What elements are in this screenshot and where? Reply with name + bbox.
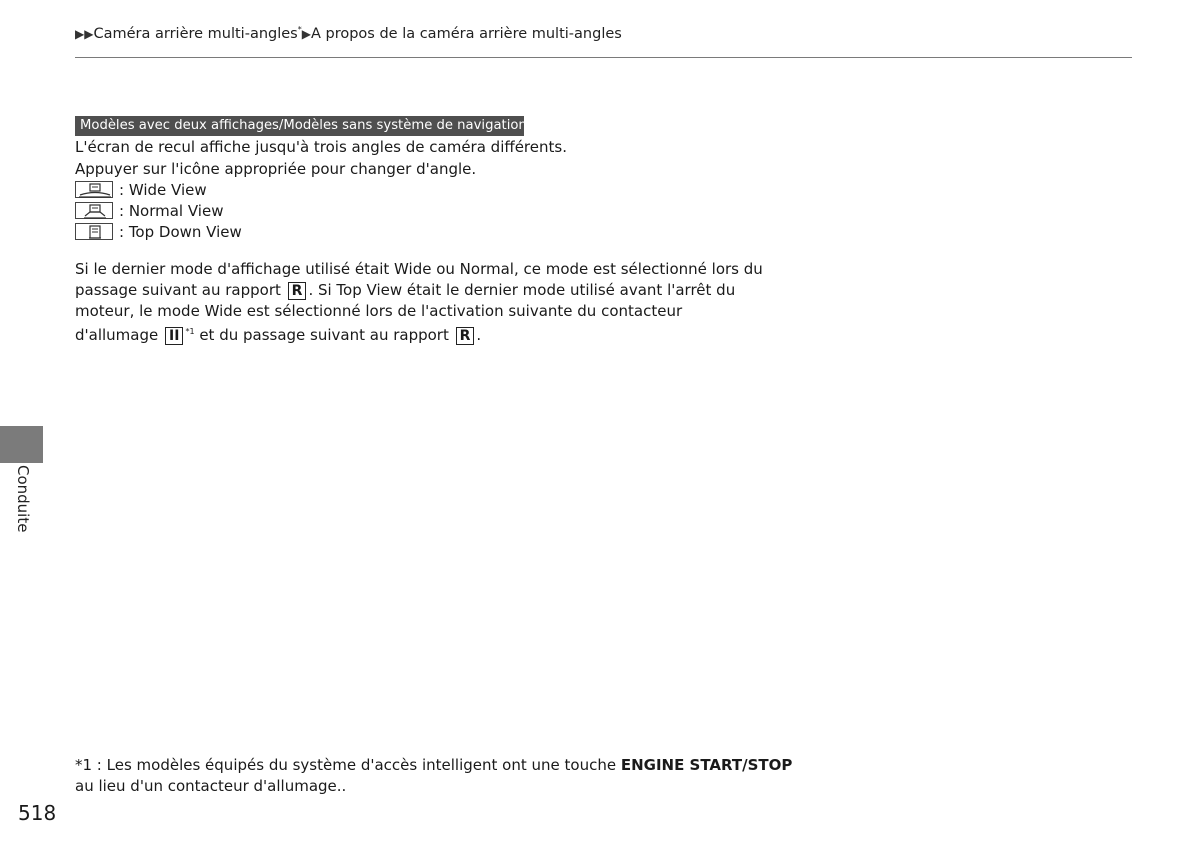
paragraph-line-4 bbox=[75, 322, 481, 345]
footnote-text: *1 : Les modèles équipés du système d'accès intelligent ont une touche bbox=[75, 756, 617, 774]
page-number: 518 bbox=[18, 801, 57, 825]
paragraph-line-4c: . bbox=[476, 326, 482, 344]
intro-line-2: Appuyer sur l'icône appropriée pour changer d'angle. bbox=[75, 160, 477, 178]
breadcrumb-arrows: ▶▶ bbox=[75, 26, 94, 41]
footnote-line-1 bbox=[75, 755, 792, 775]
gear-r-key-2: R bbox=[456, 327, 475, 345]
chapter-label: Conduite bbox=[14, 465, 32, 533]
breadcrumb-topic: A propos de la caméra arrière multi-angles bbox=[310, 25, 622, 42]
chapter-tab bbox=[0, 426, 43, 463]
paragraph-line-2b: . Si Top View était le dernier mode utilisé avant l'arrêt du bbox=[308, 281, 736, 299]
intro-line-1: L'écran de recul affiche jusqu'à trois angles de caméra différents. bbox=[75, 138, 567, 156]
wide-view-label: : Wide View bbox=[119, 181, 207, 199]
ignition-ii-key: II bbox=[165, 327, 183, 345]
paragraph-line-4b: et du passage suivant au rapport bbox=[199, 326, 449, 344]
section-marker: * bbox=[297, 25, 302, 34]
footnote-ref: *1 bbox=[185, 327, 195, 336]
breadcrumb-section: Caméra arrière multi-angles bbox=[93, 25, 298, 42]
paragraph-line-2 bbox=[75, 280, 735, 300]
breadcrumb-arrow: ▶ bbox=[301, 26, 311, 41]
normal-view-icon bbox=[75, 202, 113, 219]
normal-view-label: : Normal View bbox=[119, 202, 224, 220]
footnote-line-2: au lieu d'un contacteur d'allumage.. bbox=[75, 777, 347, 795]
breadcrumb bbox=[75, 25, 622, 42]
top-down-view-icon bbox=[75, 223, 113, 240]
footnote-bold: ENGINE START/STOP bbox=[620, 756, 793, 774]
paragraph-line-3: moteur, le mode Wide est sélectionné lors de l'activation suivante du contacteur bbox=[75, 302, 683, 320]
gear-r-key: R bbox=[288, 282, 307, 300]
top-down-view-label: : Top Down View bbox=[119, 223, 242, 241]
wide-view-icon bbox=[75, 181, 113, 198]
paragraph-line-4a: d'allumage bbox=[75, 326, 159, 344]
header-rule bbox=[75, 57, 1132, 58]
paragraph-line-2a: passage suivant au rapport bbox=[75, 281, 281, 299]
paragraph-line-1: Si le dernier mode d'affichage utilisé était Wide ou Normal, ce mode est sélectionné lors du bbox=[75, 260, 763, 278]
model-badge: Modèles avec deux affichages/Modèles sans système de navigation bbox=[75, 116, 524, 136]
